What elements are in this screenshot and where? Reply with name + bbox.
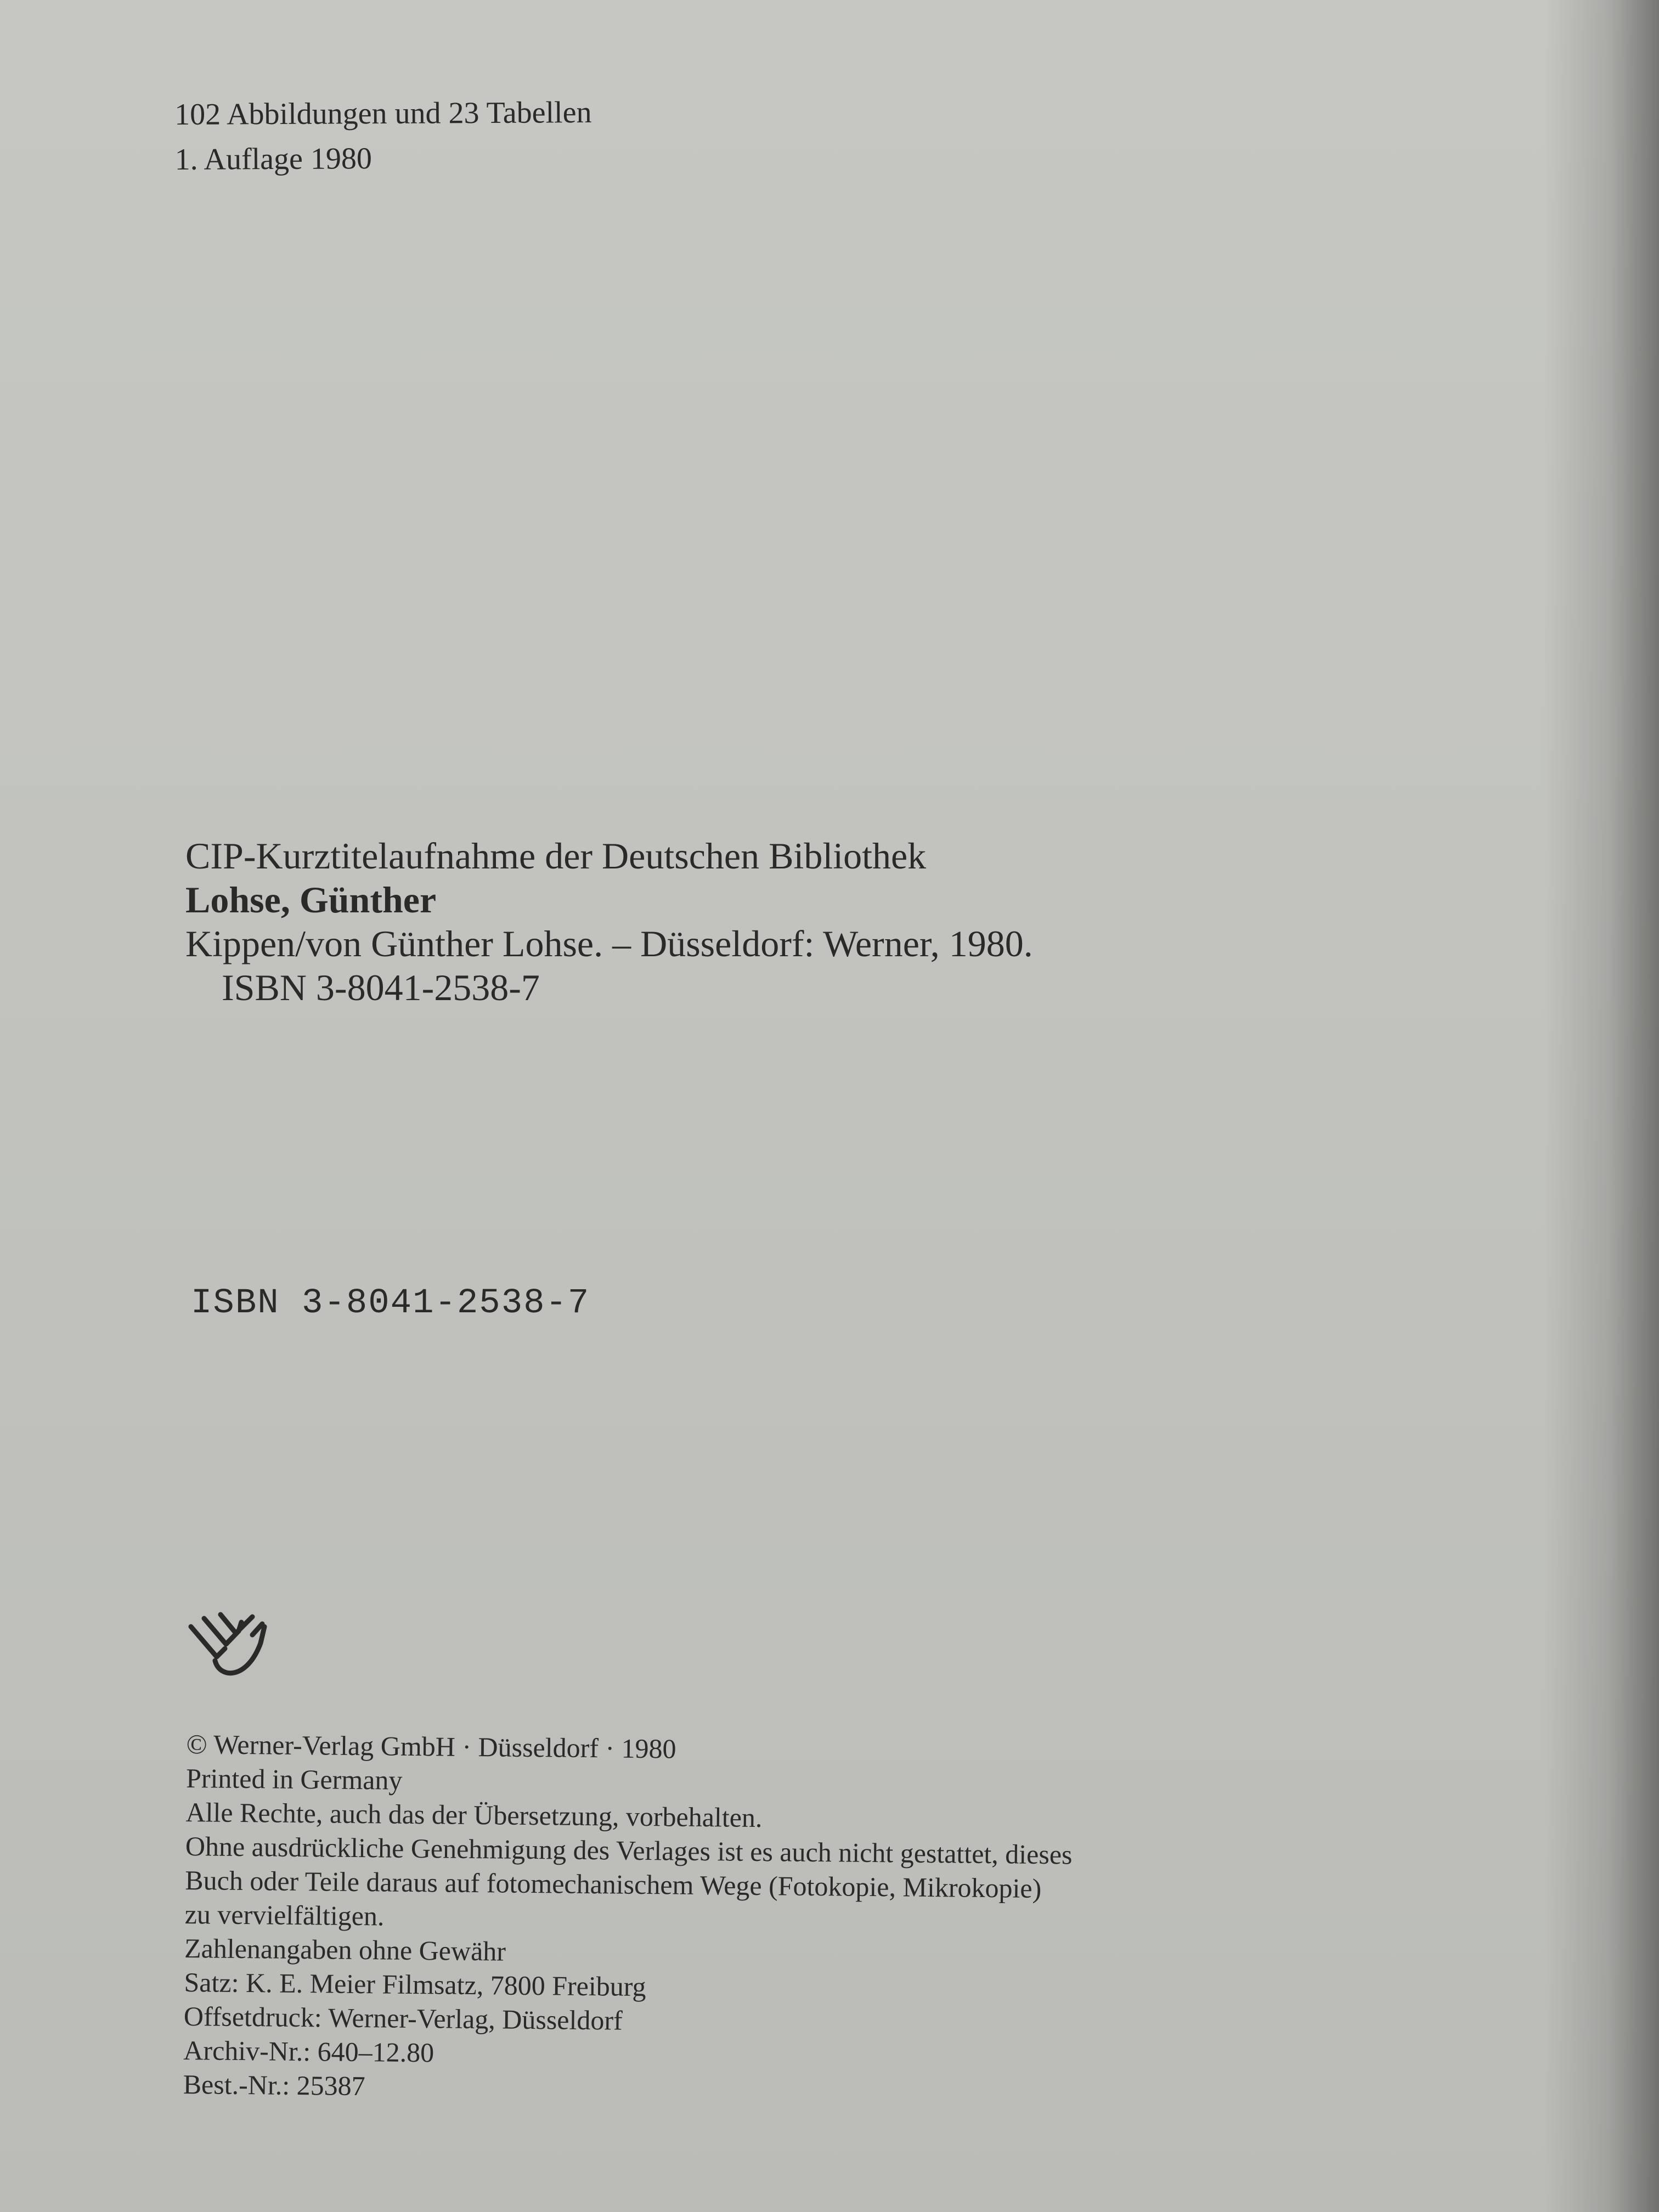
notice-line-1: Ohne ausdrückliche Genehmigung des Verlages ist es auch nicht gestattet, dieses bbox=[185, 1830, 1073, 1870]
notice-line-3: zu vervielfältigen. bbox=[184, 1898, 385, 1932]
notice-line-2: Buch oder Teile daraus auf fotomechanischem Wege (Fotokopie, Mikrokopie) bbox=[185, 1864, 1042, 1904]
cip-heading: CIP-Kurztitelaufnahme der Deutschen Bibliothek bbox=[185, 835, 927, 877]
cip-isbn: ISBN 3-8041-2538-7 bbox=[222, 967, 540, 1008]
copyright-line: © Werner-Verlag GmbH · Düsseldorf · 1980 bbox=[186, 1728, 676, 1764]
edition-info bbox=[174, 90, 592, 182]
archive-number: Archiv-Nr.: 640–12.80 bbox=[183, 2034, 435, 2068]
cip-record bbox=[185, 834, 1033, 1009]
edition-number: 1. Auflage 1980 bbox=[174, 142, 373, 177]
typesetting-line: Satz: K. E. Meier Filmsatz, 7800 Freiburg bbox=[184, 1966, 646, 2002]
illustrations-count: 102 Abbildungen und 23 Tabellen bbox=[174, 95, 592, 132]
cip-author: Lohse, Günther bbox=[185, 879, 437, 921]
disclaimer-line: Zahlenangaben ohne Gewähr bbox=[184, 1932, 506, 1967]
offset-print-line: Offsetdruck: Werner-Verlag, Düsseldorf bbox=[183, 2000, 623, 2036]
werner-verlag-logo-icon bbox=[187, 1610, 269, 1684]
cip-title-line: Kippen/von Günther Lohse. – Düsseldorf: Werner, 1980. bbox=[185, 923, 1033, 964]
printed-in-line: Printed in Germany bbox=[185, 1762, 403, 1796]
order-number: Best.-Nr.: 25387 bbox=[183, 2068, 365, 2102]
rights-line: Alle Rechte, auch das der Übersetzung, vorbehalten. bbox=[185, 1796, 763, 1833]
isbn-typed: ISBN 3-8041-2538-7 bbox=[191, 1284, 590, 1323]
imprint-block bbox=[183, 1727, 1073, 2109]
